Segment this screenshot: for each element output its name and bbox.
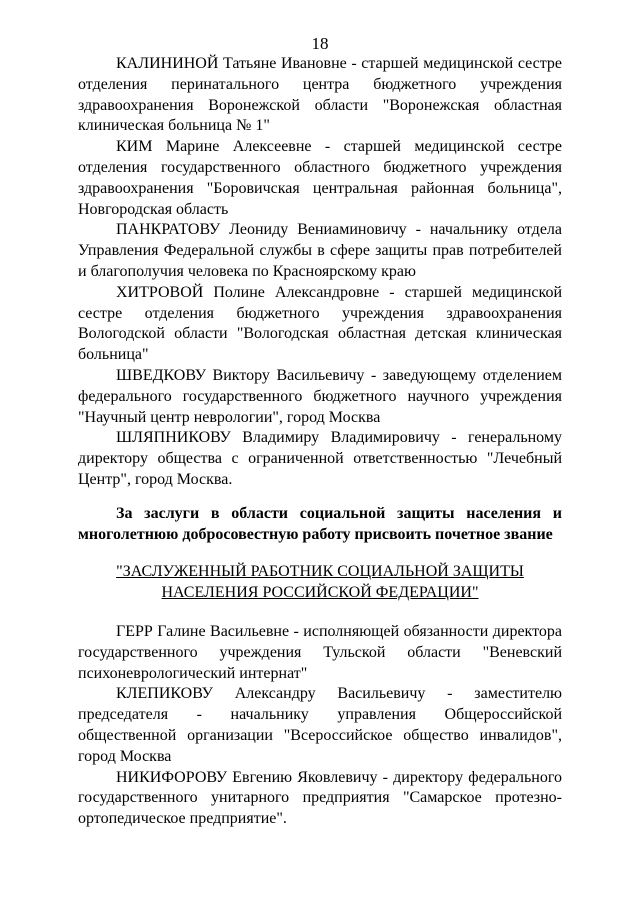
page-number: 18 <box>311 34 329 53</box>
awardee-entry: ПАНКРАТОВУ Леониду Вениаминовичу - начальнику отдела Управления Федеральной службы в сфере защиты прав потребителей и благополучия человека по Красноярскому краю <box>78 221 562 280</box>
honorary-title <box>78 562 562 604</box>
honorary-title-line: "ЗАСЛУЖЕННЫЙ РАБОТНИК СОЦИАЛЬНОЙ ЗАЩИТЫ <box>116 563 524 580</box>
honorary-title-line: НАСЕЛЕНИЯ РОССИЙСКОЙ ФЕДЕРАЦИИ" <box>161 583 479 601</box>
awardee-entry: ШВЕДКОВУ Виктору Васильевичу - заведующему отделением федерального государственного бюджетного научного учреждения "Научный центр неврологии", город Москва <box>78 366 562 426</box>
awardees-list-top <box>78 54 562 491</box>
awardee-entry: КИМ Марине Алексеевне - старшей медицинской сестре отделения государственного областного бюджетного учреждения здравоохранения "Боровичская центральная районная больница", Новгородская область <box>78 138 562 218</box>
decree-paragraph: За заслуги в области социальной защиты населения и многолетнюю добросовестную работу присвоить почетное звание <box>78 505 562 543</box>
awardee-entry: КЛЕПИКОВУ Александру Васильевичу - заместителю председателя - начальнику управления Общероссийской общественной организации "Всероссийское общество инвалидов", город Москва <box>78 685 562 765</box>
awardee-entry: ГЕРР Галине Васильевне - исполняющей обязанности директора государственного учреждения Тульской области "Веневский психоневрологический интернат" <box>78 623 562 682</box>
awardee-entry: ШЛЯПНИКОВУ Владимиру Владимировичу - генеральному директору общества с ограниченной ответственностью "Лечебный Центр", город Москва. <box>78 429 562 488</box>
awardee-entry: ХИТРОВОЙ Полине Александровне - старшей медицинской сестре отделения бюджетного учреждения здравоохранения Вологодской области "Вологодская областная детская клиническая больница" <box>78 283 562 364</box>
awardee-entry: КАЛИНИНОЙ Татьяне Ивановне - старшей медицинской сестре отделения перинатального центра бюджетного учреждения здравоохранения Воронежской области "Воронежская областная клиническая больница № 1" <box>78 55 562 135</box>
awardees-list-bottom <box>78 622 562 830</box>
awardee-entry: НИКИФОРОВУ Евгению Яковлевичу - директору федерального государственного унитарного предприятия "Самарское протезно-ортопедическое предприятие". <box>78 768 562 828</box>
